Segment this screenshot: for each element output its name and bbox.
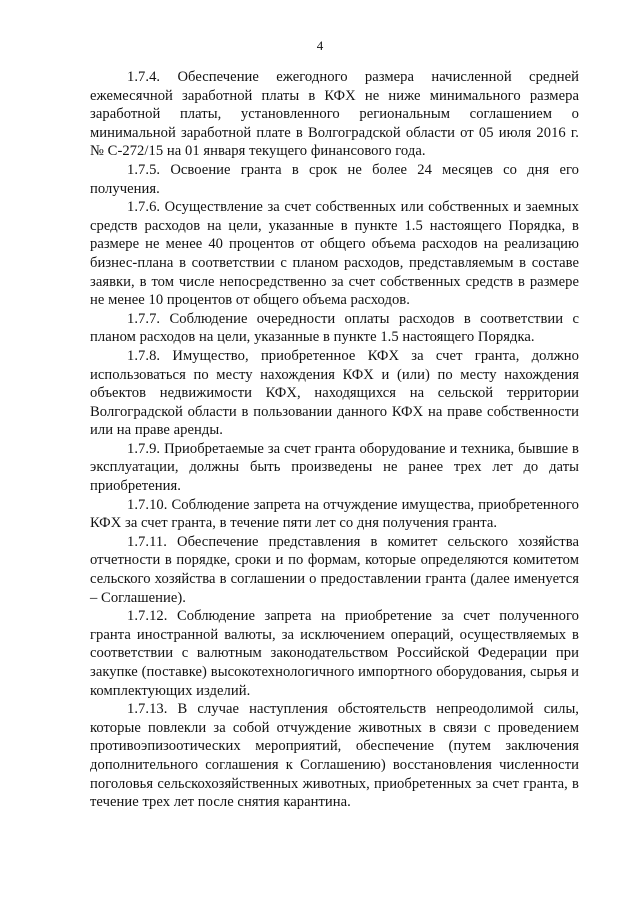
document-body	[90, 68, 579, 812]
paragraph-1-7-9: 1.7.9. Приобретаемые за счет гранта оборудование и техника, бывшие в эксплуатации, должны быть произведены не ранее трех лет до даты приобретения.	[90, 440, 579, 495]
page-number: 4	[316, 38, 324, 53]
paragraph-1-7-8: 1.7.8. Имущество, приобретенное КФХ за счет гранта, должно использоваться по месту нахождения КФХ и (или) по месту нахождения объектов недвижимости КФХ, находящихся на сельской территории Волгоградской области в пользовании данного КФХ на праве собственности или на праве аренды.	[90, 347, 579, 439]
paragraph-1-7-10: 1.7.10. Соблюдение запрета на отчуждение имущества, приобретенного КФХ за счет гранта, в течение пяти лет со дня получения гранта.	[90, 496, 579, 532]
paragraph-1-7-13: 1.7.13. В случае наступления обстоятельств непреодолимой силы, которые повлекли за собой отчуждение животных в связи с проведением противоэпизоотических мероприятий, обеспечение (путем заключения дополнительного соглашения к Соглашению) восстановления численности поголовья сельскохозяйственных животных, приобретенных за счет гранта, в течение трех лет после снятия карантина.	[90, 701, 579, 811]
paragraph-1-7-4: 1.7.4. Обеспечение ежегодного размера начисленной средней ежемесячной заработной платы в КФХ не ниже минимального размера заработной платы, установленного региональным соглашением о минимальной заработной плате в Волгоградской области от 05 июля 2016 г. № С-272/15 на 01 января текущего финансового года.	[90, 69, 579, 160]
paragraph-1-7-12: 1.7.12. Соблюдение запрета на приобретение за счет полученного гранта иностранной валюты, за исключением операций, осуществляемых в соответствии с валютным законодательством Российской Федерации при закупке (поставке) высокотехнологичного импортного оборудования, сырья и комплектующих изделий.	[90, 608, 579, 699]
paragraph-1-7-6: 1.7.6. Осуществление за счет собственных или собственных и заемных средств расходов на цели, указанные в пункте 1.5 настоящего Порядка, в размере не менее 40 процентов от общего объема расходов на реализацию бизнес-плана в соответствии с планом расходов, представляемым в составе заявки, в том числе непосредственно за счет собственных средств в размере не менее 10 процентов от общего объема расходов.	[90, 199, 579, 309]
paragraph-1-7-7: 1.7.7. Соблюдение очередности оплаты расходов в соответствии с планом расходов на цели, указанные в пункте 1.5 настоящего Порядка.	[90, 310, 579, 346]
paragraph-1-7-11: 1.7.11. Обеспечение представления в комитет сельского хозяйства отчетности в порядке, сроки и по формам, которые определяются комитетом сельского хозяйства в соглашении о предоставлении гранта (далее именуется – Соглашение).	[90, 533, 579, 606]
paragraph-1-7-5: 1.7.5. Освоение гранта в срок не более 24 месяцев со дня его получения.	[90, 161, 579, 197]
